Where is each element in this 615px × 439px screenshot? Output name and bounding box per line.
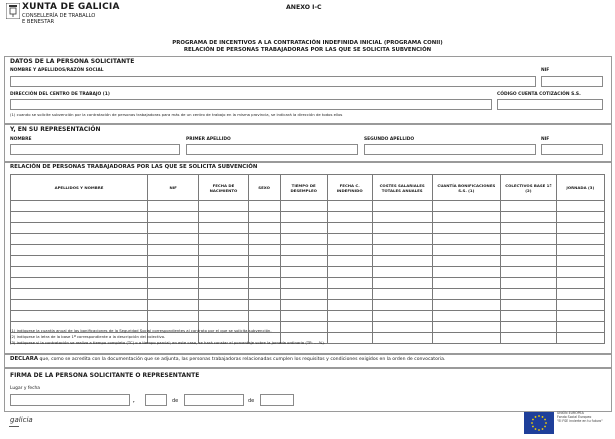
table-cell[interactable] (372, 245, 432, 256)
table-cell[interactable] (327, 311, 372, 322)
table-row (11, 245, 605, 256)
relacion-note-3: (3) indíquese si la contratación se realiza a tiempo completo (TC) o a tiempo parcial; en este caso, se hará constar el porcentaje sobre la jornada ordinaria (TP: ....%). (10, 340, 326, 345)
table-cell[interactable] (327, 201, 372, 212)
table-row (11, 256, 605, 267)
table-cell[interactable] (280, 322, 327, 333)
galicia-logo-underline-icon (9, 425, 19, 428)
table-cell[interactable] (147, 278, 198, 289)
solicitante-title: DATOS DE LA PERSONA SOLICITANTE (10, 58, 135, 65)
eu-star-icon (538, 429, 540, 431)
table-cell[interactable] (147, 267, 198, 278)
table-cell[interactable] (327, 245, 372, 256)
table-cell[interactable] (556, 245, 604, 256)
table-cell[interactable] (11, 267, 148, 278)
table-cell[interactable] (432, 201, 500, 212)
table-cell[interactable] (327, 278, 372, 289)
table-cell[interactable] (556, 300, 604, 311)
table-cell[interactable] (248, 212, 280, 223)
year-input[interactable] (260, 394, 294, 406)
table-cell[interactable] (372, 278, 432, 289)
declara-body: que, como se acredita con la documentación que se adjunta, las personas trabajadoras relacionadas cumplen los requisitos y condiciones exigidos en la orden de convocatoria. (38, 357, 446, 362)
table-cell[interactable] (248, 267, 280, 278)
table-cell[interactable] (556, 278, 604, 289)
ccc-label: CÓDIGO CUENTA COTIZACIÓN S.S. (497, 92, 581, 97)
table-cell[interactable] (147, 212, 198, 223)
table-cell[interactable] (11, 300, 148, 311)
table-cell[interactable] (147, 223, 198, 234)
solicitante-note: (1) cuando se solicite subvención por la contratación de personas trabajadoras para más de un centro de trabajo en la misma provincia, se indicará la dirección de todos ellos (10, 112, 343, 117)
name-label: NOMBRE Y APELLIDOS/RAZÓN SOCIAL (10, 68, 104, 73)
rep-apellido1-input[interactable] (186, 144, 358, 155)
table-cell[interactable] (556, 322, 604, 333)
column-header: CUANTÍA BONIFICACIONES S.S. (1) (432, 175, 500, 201)
table-cell[interactable] (501, 256, 557, 267)
table-cell[interactable] (199, 245, 248, 256)
month-input[interactable] (184, 394, 244, 406)
table-cell[interactable] (147, 289, 198, 300)
table-row (11, 234, 605, 245)
table-cell[interactable] (199, 289, 248, 300)
table-cell[interactable] (432, 333, 500, 344)
table-cell[interactable] (11, 234, 148, 245)
table-cell[interactable] (147, 234, 198, 245)
table-cell[interactable] (372, 212, 432, 223)
table-cell[interactable] (280, 300, 327, 311)
table-cell[interactable] (501, 300, 557, 311)
eu-star-icon (544, 419, 546, 421)
table-cell[interactable] (556, 223, 604, 234)
table-cell[interactable] (280, 289, 327, 300)
table-cell[interactable] (248, 234, 280, 245)
table-cell[interactable] (501, 289, 557, 300)
table-cell[interactable] (280, 256, 327, 267)
table-cell[interactable] (556, 311, 604, 322)
table-cell[interactable] (327, 223, 372, 234)
department (22, 13, 95, 25)
table-cell[interactable] (432, 234, 500, 245)
eu-flag-icon (524, 412, 554, 438)
table-cell[interactable] (327, 234, 372, 245)
table-cell[interactable] (327, 289, 372, 300)
xunta-shield-icon (6, 3, 20, 19)
representante-title: Y, EN SU REPRESENTACIÓN (10, 126, 101, 133)
eu-star-icon (535, 428, 537, 430)
column-header: JORNADA (3) (556, 175, 604, 201)
table-cell[interactable] (432, 311, 500, 322)
table-cell[interactable] (199, 311, 248, 322)
eu-star-icon (542, 416, 544, 418)
table-cell[interactable] (199, 300, 248, 311)
table-cell[interactable] (501, 234, 557, 245)
column-header: COLECTIVOS BASE 1ª (2) (501, 175, 557, 201)
table-cell[interactable] (432, 223, 500, 234)
table-cell[interactable] (147, 300, 198, 311)
table-cell[interactable] (199, 212, 248, 223)
table-cell[interactable] (556, 333, 604, 344)
eu-star-icon (542, 428, 544, 430)
column-header: COSTES SALARIALES TOTALES ANUALES (372, 175, 432, 201)
table-cell[interactable] (280, 212, 327, 223)
de-label-2: de (248, 398, 255, 404)
table-cell[interactable] (147, 201, 198, 212)
eu-star-icon (532, 426, 534, 428)
comma-separator: , (133, 399, 135, 404)
table-cell[interactable] (248, 223, 280, 234)
address-input[interactable] (10, 99, 492, 110)
table-cell[interactable] (199, 278, 248, 289)
rep-nif-input[interactable] (541, 144, 603, 155)
table-cell[interactable] (280, 201, 327, 212)
table-cell[interactable] (556, 201, 604, 212)
day-input[interactable] (145, 394, 167, 406)
galicia-logo (10, 416, 33, 424)
table-cell[interactable] (501, 201, 557, 212)
rep-apellido1-label: PRIMER APELLIDO (186, 137, 231, 142)
table-cell[interactable] (556, 234, 604, 245)
name-input[interactable] (10, 76, 536, 87)
table-cell[interactable] (556, 256, 604, 267)
table-cell[interactable] (432, 300, 500, 311)
table-cell[interactable] (147, 245, 198, 256)
nif-input[interactable] (541, 76, 603, 87)
table-cell[interactable] (501, 267, 557, 278)
table-cell[interactable] (11, 212, 148, 223)
table-cell[interactable] (327, 322, 372, 333)
table-cell[interactable] (556, 289, 604, 300)
table-cell[interactable] (372, 201, 432, 212)
table-cell[interactable] (432, 245, 500, 256)
table-cell[interactable] (327, 267, 372, 278)
department-line-1: CONSELLERÍA DE TRABALLO (22, 13, 96, 19)
annex-label: ANEXO I-C (286, 4, 322, 11)
table-cell[interactable] (432, 289, 500, 300)
table-row (11, 278, 605, 289)
eu-line-1: UNIÓN EUROPEA (557, 411, 584, 415)
table-cell[interactable] (280, 234, 327, 245)
table-cell[interactable] (248, 300, 280, 311)
workers-table (10, 174, 605, 344)
table-cell[interactable] (11, 289, 148, 300)
table-body (11, 201, 605, 344)
eu-caption (557, 411, 603, 423)
table-cell[interactable] (327, 256, 372, 267)
table-cell[interactable] (372, 289, 432, 300)
table-cell[interactable] (372, 333, 432, 344)
table-cell[interactable] (280, 245, 327, 256)
table-cell[interactable] (199, 201, 248, 212)
table-cell[interactable] (432, 322, 500, 333)
table-cell[interactable] (280, 278, 327, 289)
table-row (11, 212, 605, 223)
table-cell[interactable] (372, 234, 432, 245)
table-cell[interactable] (147, 256, 198, 267)
table-cell[interactable] (556, 267, 604, 278)
declara-text (10, 356, 445, 362)
table-cell[interactable] (248, 201, 280, 212)
galicia-logo-text: galicia (10, 416, 33, 424)
table-cell[interactable] (248, 245, 280, 256)
ccc-input[interactable] (497, 99, 603, 110)
table-cell[interactable] (501, 212, 557, 223)
table-cell[interactable] (372, 223, 432, 234)
relacion-note-1: (1) indíquese la cuantía anual de las bonificaciones de la Seguridad Social correspondientes al contrato por el que se solicita subvención. (10, 328, 272, 333)
table-cell[interactable] (501, 245, 557, 256)
table-cell[interactable] (432, 278, 500, 289)
lugar-input[interactable] (10, 394, 130, 406)
table-cell[interactable] (199, 223, 248, 234)
table-cell[interactable] (147, 311, 198, 322)
table-cell[interactable] (11, 201, 148, 212)
table-cell[interactable] (372, 300, 432, 311)
eu-line-2: Fondo Social Europeo (557, 415, 592, 419)
column-header: APELLIDOS Y NOMBRE (11, 175, 148, 201)
column-header: FECHA DE NACIMIENTO (199, 175, 248, 201)
table-row (11, 267, 605, 278)
eu-star-icon (531, 422, 533, 424)
eu-star-icon (538, 415, 540, 417)
rep-apellido2-label: SEGUNDO APELLIDO (364, 137, 415, 142)
eu-star-icon (532, 419, 534, 421)
table-cell[interactable] (372, 267, 432, 278)
table-cell[interactable] (501, 333, 557, 344)
declara-lead: DECLARA (10, 356, 39, 362)
table-cell[interactable] (11, 256, 148, 267)
table-cell[interactable] (248, 278, 280, 289)
table-cell[interactable] (501, 311, 557, 322)
org-name: XUNTA DE GALICIA (22, 2, 120, 12)
eu-star-icon (535, 416, 537, 418)
table-cell[interactable] (501, 322, 557, 333)
table-row (11, 311, 605, 322)
de-label-1: de (172, 398, 179, 404)
table-row (11, 223, 605, 234)
table-cell[interactable] (11, 223, 148, 234)
table-cell[interactable] (199, 267, 248, 278)
relacion-title: RELACIÓN DE PERSONAS TRABAJADORAS POR LAS QUE SE SOLICITA SUBVENCIÓN (10, 164, 258, 170)
table-cell[interactable] (432, 212, 500, 223)
column-header: SEXO (248, 175, 280, 201)
table-cell[interactable] (372, 311, 432, 322)
table-cell[interactable] (327, 212, 372, 223)
nif-label: NIF (541, 68, 550, 73)
table-row (11, 201, 605, 212)
table-cell[interactable] (248, 311, 280, 322)
table-cell[interactable] (280, 267, 327, 278)
table-cell[interactable] (501, 278, 557, 289)
address-label: DIRECCIÓN DEL CENTRO DE TRABAJO (1) (10, 92, 110, 97)
table-cell[interactable] (248, 256, 280, 267)
table-cell[interactable] (432, 267, 500, 278)
eu-star-icon (544, 426, 546, 428)
rep-apellido2-input[interactable] (364, 144, 536, 155)
table-cell[interactable] (199, 256, 248, 267)
table-cell[interactable] (11, 311, 148, 322)
lugar-fecha-label: Lugar y fecha (10, 386, 40, 391)
table-cell[interactable] (280, 223, 327, 234)
table-cell[interactable] (11, 278, 148, 289)
table-cell[interactable] (432, 256, 500, 267)
table-cell[interactable] (11, 245, 148, 256)
table-row (11, 300, 605, 311)
firma-title: FIRMA DE LA PERSONA SOLICITANTE O REPRESENTANTE (10, 372, 200, 379)
column-header: NIF (147, 175, 198, 201)
table-cell[interactable] (372, 322, 432, 333)
eu-line-3: "El FSE invierte en tu futuro" (557, 419, 603, 423)
table-cell[interactable] (327, 300, 372, 311)
table-cell[interactable] (327, 333, 372, 344)
rep-nif-label: NIF (541, 137, 550, 142)
eu-star-icon (545, 422, 547, 424)
table-cell[interactable] (556, 212, 604, 223)
table-row (11, 289, 605, 300)
table-cell[interactable] (372, 256, 432, 267)
table-cell[interactable] (199, 234, 248, 245)
table-header-row (11, 175, 605, 201)
column-header: TIEMPO DE DESEMPLEO (280, 175, 327, 201)
column-header: FECHA C. INDEFINIDO (327, 175, 372, 201)
eu-flag-svg (524, 412, 554, 434)
department-line-2: E BENESTAR (22, 19, 55, 25)
rep-nombre-label: NOMBRE (10, 137, 32, 142)
relacion-note-2: (2) indíquese la letra de la base 1ª correspondiente a la descripción del colectivo. (10, 334, 166, 339)
table-cell[interactable] (248, 289, 280, 300)
table-cell[interactable] (501, 223, 557, 234)
table-cell[interactable] (280, 311, 327, 322)
program-subtitle: RELACIÓN DE PERSONAS TRABAJADORAS POR LAS QUE SE SOLICITA SUBVENCIÓN (183, 47, 432, 53)
rep-nombre-input[interactable] (10, 144, 180, 155)
program-title: PROGRAMA DE INCENTIVOS A LA CONTRATACIÓN INDEFINIDA INICIAL (PROGRAMA CONII) (172, 40, 443, 46)
